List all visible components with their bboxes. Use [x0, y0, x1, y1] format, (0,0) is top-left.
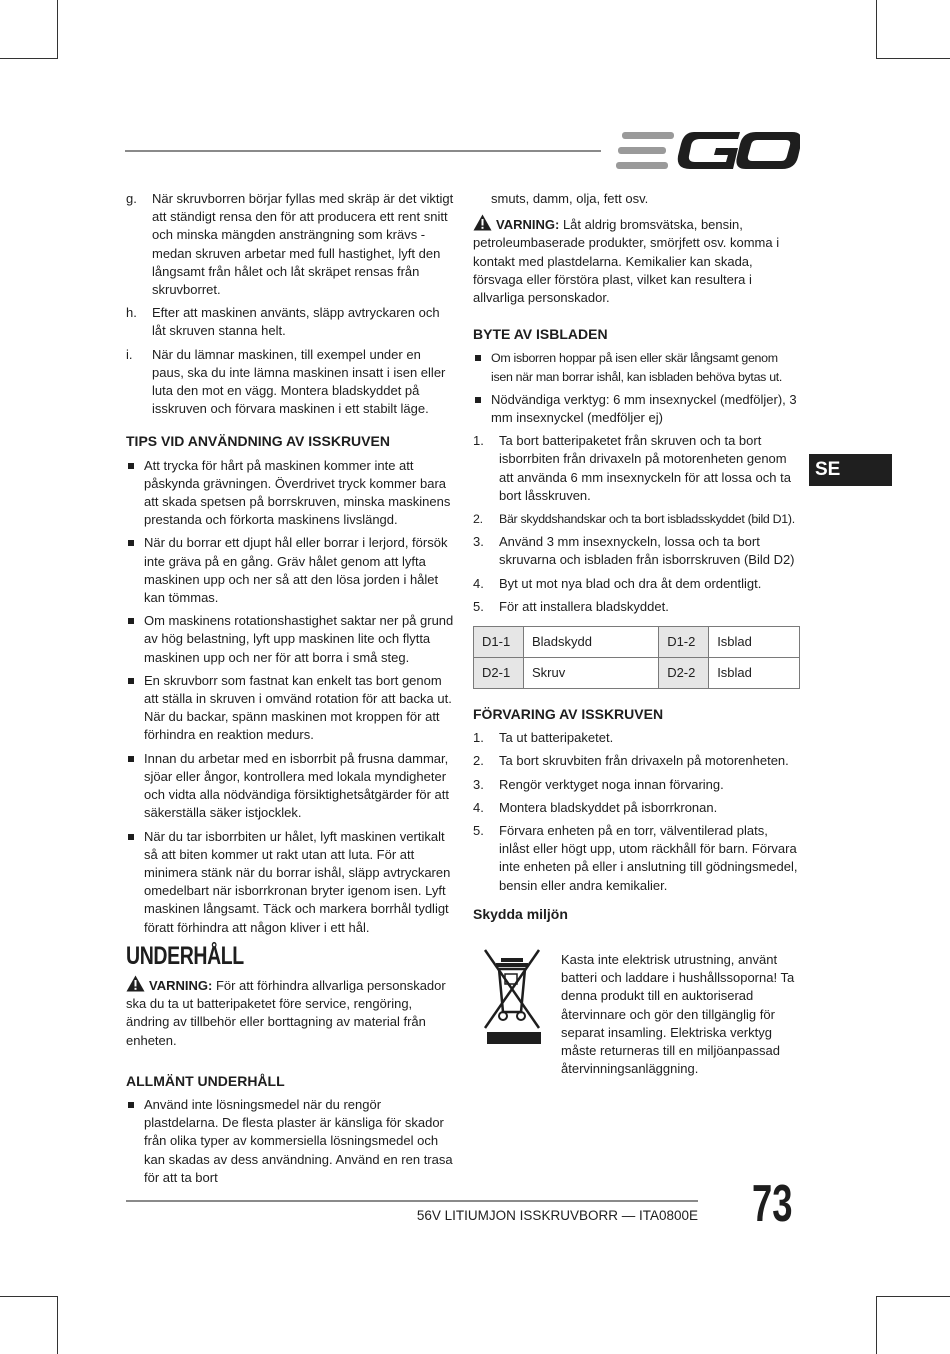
- step-number: 2.: [473, 512, 483, 527]
- list-marker: h.: [126, 305, 137, 321]
- bullet-item: [473, 391, 801, 427]
- bullet-square-icon: [128, 463, 134, 469]
- step-number: 3.: [473, 776, 484, 792]
- list-marker: i.: [126, 346, 133, 362]
- step-number: 5.: [473, 823, 484, 839]
- step-number: 3.: [473, 534, 484, 550]
- blades-heading: BYTE AV ISBLADEN: [473, 326, 608, 343]
- header-rule: [125, 150, 601, 152]
- bullet-square-icon: [128, 618, 134, 624]
- bullet-item: [473, 349, 801, 385]
- bullet-square-icon: [475, 397, 481, 403]
- page-number: 73: [752, 1175, 793, 1233]
- bullet-text: När du tar isborrbiten ur hålet, lyft maskinen vertikalt så att biten kommer ut rakt utan att luta. För att minimera stänk när du borrar ishål, släpp avtryckaren omedelbart när isborrkronan bryter igenom isen. Lyft maskinen långsamt. Täck och markera borrhål tydligt föratt förhindra att någon kliver i ett hål.: [144, 828, 451, 935]
- list-item-text: När du lämnar maskinen, till exempel under en paus, ska du inte lämna maskinen insatt i isen eller luta den mot en vägg. Montera bladskyddet på isskruven och förvara maskinen i ett stabilt läge.: [152, 346, 446, 417]
- warning-text: För att förhindra allvarliga personskador ska du ta ut batteripaketet före service, rengöring, ändring av tillbehör eller borttagning av material från enheten.: [126, 977, 446, 1048]
- step-item: [473, 432, 801, 505]
- crop-mark: [0, 58, 58, 59]
- crop-mark: [0, 1296, 58, 1297]
- list-item: [126, 346, 454, 419]
- warning-label: VARNING:: [496, 217, 560, 233]
- bullet-square-icon: [128, 756, 134, 762]
- continued-text: smuts, damm, olja, fett osv.: [491, 191, 649, 206]
- step-item: [473, 729, 801, 747]
- bullet-item: [126, 1096, 454, 1187]
- footer-rule: [126, 1200, 698, 1202]
- part-code: D1-2: [659, 627, 709, 658]
- step-text: Rengör verktyget noga innan förvaring.: [499, 776, 724, 792]
- step-number: 4.: [473, 575, 484, 591]
- bullet-item: [126, 534, 454, 607]
- step-text: Förvara enheten på en torr, välventilerad plats, inlåst eller högt upp, utom räckhåll för barn. Förvara inte enheten på eller i anslutning till gödningsmedel, bensin eller andra kemikalier.: [499, 823, 798, 893]
- list-item-text: Efter att maskinen använts, släpp avtryckaren och låt skruven stanna helt.: [152, 305, 440, 339]
- footer-product-line: 56V LITIUMJON ISSKRUVBORR — ITA0800E: [416, 1208, 698, 1223]
- tips-heading: TIPS VID ANVÄNDNING AV ISSKRUVEN: [126, 433, 390, 450]
- step-item: [473, 799, 801, 817]
- step-text: Bär skyddshandskar och ta bort isbladsskyddet (bild D1).: [499, 512, 795, 527]
- step-text: Montera bladskyddet på isborrkronan.: [499, 799, 718, 815]
- crop-mark: [876, 0, 877, 58]
- bullet-square-icon: [475, 355, 481, 361]
- crop-mark: [876, 1296, 877, 1354]
- bullet-square-icon: [128, 834, 134, 840]
- step-item: [473, 822, 801, 895]
- list-item-text: När skruvborren börjar fyllas med skräp är det viktigt att ständigt rensa den för att producera ett rent snitt och minska mängden ansträngning som krävs - medan skruven arbetar med full hastighet, lyft den långsamt från hålet och låt skräpet rensas från skruvborret.: [152, 191, 454, 298]
- bullet-text: Om isborren hoppar på isen eller skär långsamt genom isen när man borrar ishål, kan isbladen behöva bytas ut.: [491, 351, 783, 384]
- step-text: Ta bort skruvbiten från drivaxeln på motorenheten.: [499, 753, 789, 769]
- step-text: Byt ut mot nya blad och dra åt dem ordentligt.: [499, 575, 762, 591]
- part-code: D1-1: [474, 627, 524, 658]
- step-number: 2.: [473, 753, 484, 769]
- list-item: [126, 190, 454, 299]
- step-text: Använd 3 mm insexnyckeln, lossa och ta bort skruvarna och isbladen från isborrskruven (Bild D2): [499, 534, 795, 568]
- bullet-text: Nödvändiga verktyg: 6 mm insexnyckel (medföljer), 3 mm insexnyckel (medföljer ej): [491, 391, 797, 426]
- step-item: [473, 533, 801, 569]
- step-item: [473, 776, 801, 794]
- step-item: [473, 752, 801, 770]
- warning-triangle-icon: [126, 975, 145, 992]
- crop-mark: [876, 58, 950, 59]
- general-maintenance-heading: ALLMÄNT UNDERHÅLL: [126, 1072, 285, 1089]
- maintenance-warning: [126, 975, 454, 1050]
- bullet-text: Om maskinens rotationshastighet saktar ner på grund av hög belastning, lyft upp maskinen lite och flytta maskinen upp och ner för att borra i små steg.: [144, 613, 454, 665]
- step-item: [473, 510, 801, 528]
- step-number: 1.: [473, 433, 484, 449]
- bullet-item: [126, 672, 454, 745]
- step-item: [473, 575, 801, 593]
- list-item: [126, 304, 454, 340]
- environment-text: Kasta inte elektrisk utrustning, använt batteri och laddare i hushållssoporna! Ta denna produkt till en auktoriserad återvinnare och gör den tillgänglig för separat insamling. Elektriska verktyg måste returneras till en miljöanpassad återvinningsanläggning.: [561, 952, 795, 1077]
- list-marker: g.: [126, 191, 137, 206]
- step-text: Ta ut batteripaketet.: [499, 730, 614, 746]
- bullet-item: [126, 828, 454, 937]
- storage-heading: FÖRVARING AV ISSKRUVEN: [473, 706, 664, 723]
- step-number: 1.: [473, 730, 484, 746]
- crossed-out-bin-icon: [481, 944, 543, 1048]
- bullet-text: Använd inte lösningsmedel när du rengör plastdelarna. De flesta plaster är känsliga för skador från olika typer av kommersiella lösningsmedel och kan skadas av dess användning. Använd en ren trasa för att ta bort: [144, 1096, 453, 1185]
- left-column: [126, 190, 454, 1192]
- step-number: 4.: [473, 799, 484, 815]
- bullet-text: Att trycka för hårt på maskinen kommer inte att påskynda grävningen. Överdrivet tryck kommer bara att skada spetsen på borrskruven, minska maskinens prestanda och förkorta maskinens livslängd.: [144, 457, 451, 528]
- part-name: Isblad: [709, 627, 800, 658]
- parts-table: [473, 626, 800, 689]
- part-name: Bladskydd: [524, 627, 659, 658]
- warning-text: Låt aldrig bromsvätska, bensin, petroleumbaserade produkter, smörjfett osv. komma i kontakt med plastdelarna. Kemikalier kan skada, försvaga eller förstöra plast, vilket kan resultera i allvarliga personskador.: [473, 217, 780, 306]
- step-item: [473, 598, 801, 616]
- part-name: Skruv: [524, 658, 659, 689]
- bullet-square-icon: [128, 540, 134, 546]
- right-column: [473, 190, 801, 929]
- bullet-square-icon: [128, 678, 134, 684]
- part-code: D2-1: [474, 658, 524, 689]
- crop-mark: [57, 1296, 58, 1354]
- bullet-text: När du borrar ett djupt hål eller borrar i lerjord, försök inte gräva på en gång. Gräv hålet genom att lyfta maskinen upp och ner så att den lösa jorden i hålet kan tömmas.: [144, 535, 448, 606]
- bullet-item: [126, 457, 454, 530]
- bullet-text: Innan du arbetar med en isborrbit på frusna dammar, sjöar eller ångor, kontrollera med lokala myndigheter och vidta alla nödvändiga försiktighetsåtgärder för att säkerställa säker istjocklek.: [144, 750, 449, 821]
- bullet-item: [126, 750, 454, 823]
- warning-label: VARNING:: [149, 977, 213, 993]
- ego-logo: [616, 128, 800, 174]
- table-row: [474, 658, 800, 689]
- part-name: Isblad: [709, 658, 800, 689]
- table-row: [474, 627, 800, 658]
- step-text: Ta bort batteripaketet från skruven och ta bort isborrbiten från drivaxeln på motorenheten genom att använda 6 mm insexnyckeln för att lossa och ta bort låsskruven.: [499, 433, 791, 503]
- step-number: 5.: [473, 598, 484, 614]
- environment-heading: Skydda miljön: [473, 905, 568, 922]
- language-tab: SE: [809, 454, 892, 486]
- maintenance-heading: UNDERHÅLL: [126, 941, 244, 970]
- warning-triangle-icon: [473, 214, 492, 231]
- crop-mark: [57, 0, 58, 58]
- crop-mark: [876, 1296, 950, 1297]
- step-text: För att installera bladskyddet.: [499, 598, 669, 614]
- bullet-square-icon: [128, 1102, 134, 1108]
- plastics-warning: [473, 214, 801, 307]
- bullet-text: En skruvborr som fastnat kan enkelt tas bort genom att ställa in skruven i omvänd rotation för att backa ut. När du backar, spänn maskinen mot kroppen för att förhindra en reaktion medurs.: [144, 672, 452, 743]
- part-code: D2-2: [659, 658, 709, 689]
- bullet-item: [126, 612, 454, 667]
